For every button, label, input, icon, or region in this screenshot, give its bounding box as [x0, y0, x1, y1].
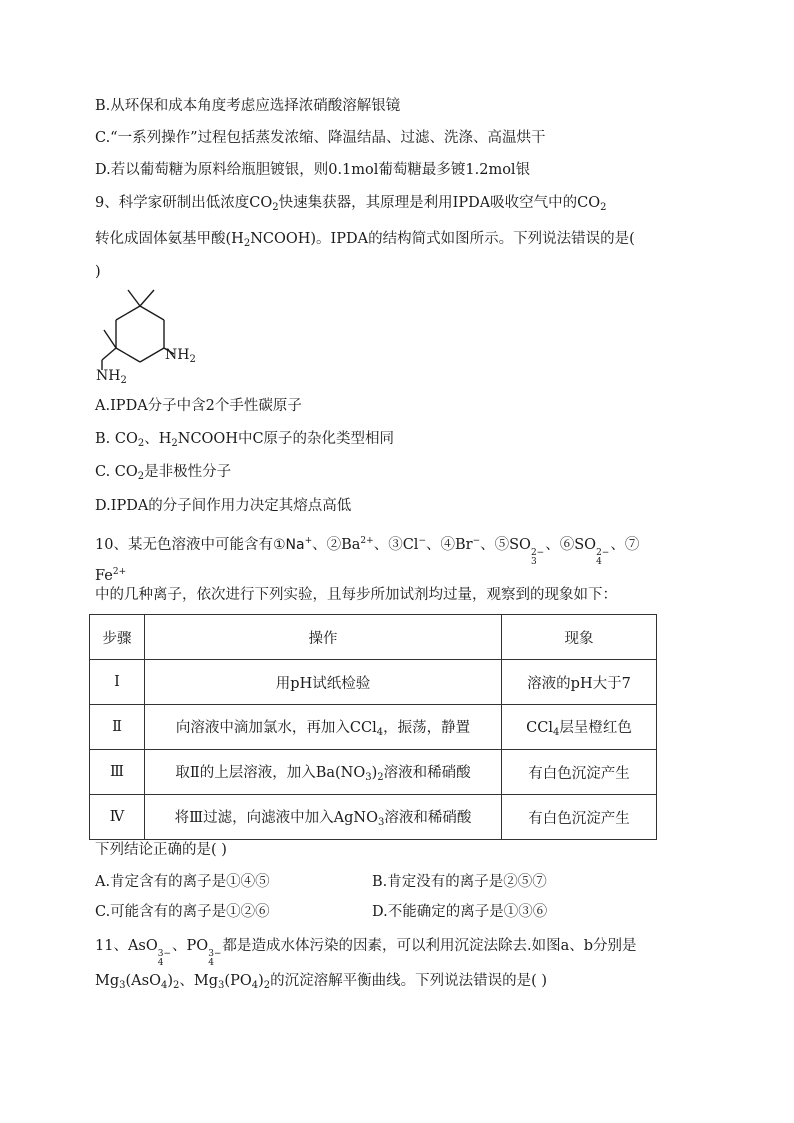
q9-option-c: C. $CO_2$是非极性分子 — [95, 464, 232, 482]
table-cell-operation: 用pH试纸检验 — [145, 660, 502, 705]
q10-question: 下列结论正确的是( ) — [95, 842, 227, 858]
q8-option-b: B.从环保和成本角度考虑应选择浓硝酸溶解银镜 — [95, 98, 401, 114]
q10-option-c: C.可能含有的离子是①②⑥ — [95, 904, 270, 920]
table-cell-step: Ⅰ — [90, 660, 145, 705]
q9-option-a: A.IPDA分子中含2个手性碳原子 — [95, 398, 302, 414]
q11-stem-line2: $Mg_3(AsO_4)_2$、$Mg_3(PO_4)_2$的沉淀溶解平衡曲线。下列说法错误的是( ) — [95, 973, 548, 991]
table-row — [90, 660, 657, 705]
table-header-phenomenon: 现象 — [502, 615, 657, 660]
table-header-step: 步骤 — [90, 615, 145, 660]
q10-option-a: A.肯定含有的离子是①④⑤ — [95, 874, 270, 890]
table-header-operation: 操作 — [145, 615, 502, 660]
table-cell-phenomenon: 有白色沉淀产生 — [502, 795, 657, 840]
table-cell-operation: 将Ⅲ过滤，向滤液中加入AgNO$_3$溶液和稀硝酸 — [145, 795, 502, 840]
q10-stem-line1: 10、某无色溶液中可能含有①Na+、$②Ba^{2+}$、③Cl−、④Br−、⑤SO 2− 3 、⑥SO 2− 4 、⑦ — [95, 536, 640, 567]
q8-option-d: D.若以葡萄糖为原料给瓶胆镀银，则0.1mol葡萄糖最多镀1.2mol银 — [95, 162, 531, 178]
table-row — [90, 795, 657, 840]
table-cell-step: Ⅱ — [90, 705, 145, 750]
q9-stem-line1: 9、科学家研制出低浓度$CO_2$快速集获器，其原理是利用IPDA吸收空气中的$CO_2$ — [95, 195, 607, 213]
table-cell-phenomenon: 有白色沉淀产生 — [502, 750, 657, 795]
q10-option-d: D.不能确定的离子是①③⑥ — [372, 904, 548, 920]
q8-option-c: C.“一系列操作”过程包括蒸发浓缩、降温结晶、过滤、洗涤、高温烘干 — [95, 130, 546, 146]
q9-option-d: D.IPDA的分子间作用力决定其熔点高低 — [95, 498, 352, 514]
table-row — [90, 750, 657, 795]
q10-intro: 中的几种离子，依次进行下列实验，且每步所加试剂均过量，观察到的现象如下： — [95, 587, 617, 603]
table-row — [90, 705, 657, 750]
q10-stem-fe-ion: $Fe^{2+}$ — [95, 567, 127, 584]
q10-option-b: B.肯定没有的离子是②⑤⑦ — [372, 874, 547, 890]
table-cell-step: Ⅳ — [90, 795, 145, 840]
q10-experiment-table — [89, 614, 657, 840]
ipda-nh2-left-label: $NH_2$ — [96, 368, 127, 386]
q9-stem-line2: 转化成固体氨基甲酸$(H_2NCOOH)$。IPDA的结构简式如图所示。下列说法错误的是( — [95, 231, 635, 249]
table-cell-step: Ⅲ — [90, 750, 145, 795]
table-cell-operation: 取Ⅱ的上层溶液，加入$Ba(NO_3)_2$溶液和稀硝酸 — [145, 750, 502, 795]
ipda-nh2-right-label: $NH_2$ — [165, 347, 196, 365]
table-cell-operation: 向溶液中滴加氯水，再加入CCl$_4$，振荡，静置 — [145, 705, 502, 750]
q9-option-b: B. $CO_2$、$H_2NCOOH$中C原子的杂化类型相同 — [95, 431, 395, 449]
q9-stem-line3: ) — [95, 264, 101, 280]
table-cell-phenomenon: 溶液的pH大于7 — [502, 660, 657, 705]
table-cell-phenomenon: CCl$_4$层呈橙红色 — [502, 705, 657, 750]
table-header-row — [90, 615, 657, 660]
q11-stem-line1: 11、AsO 3− 4 、PO 3− 4 都是造成水体污染的因素，可以利用沉淀法除去.如图a、b分别是 — [95, 938, 637, 968]
